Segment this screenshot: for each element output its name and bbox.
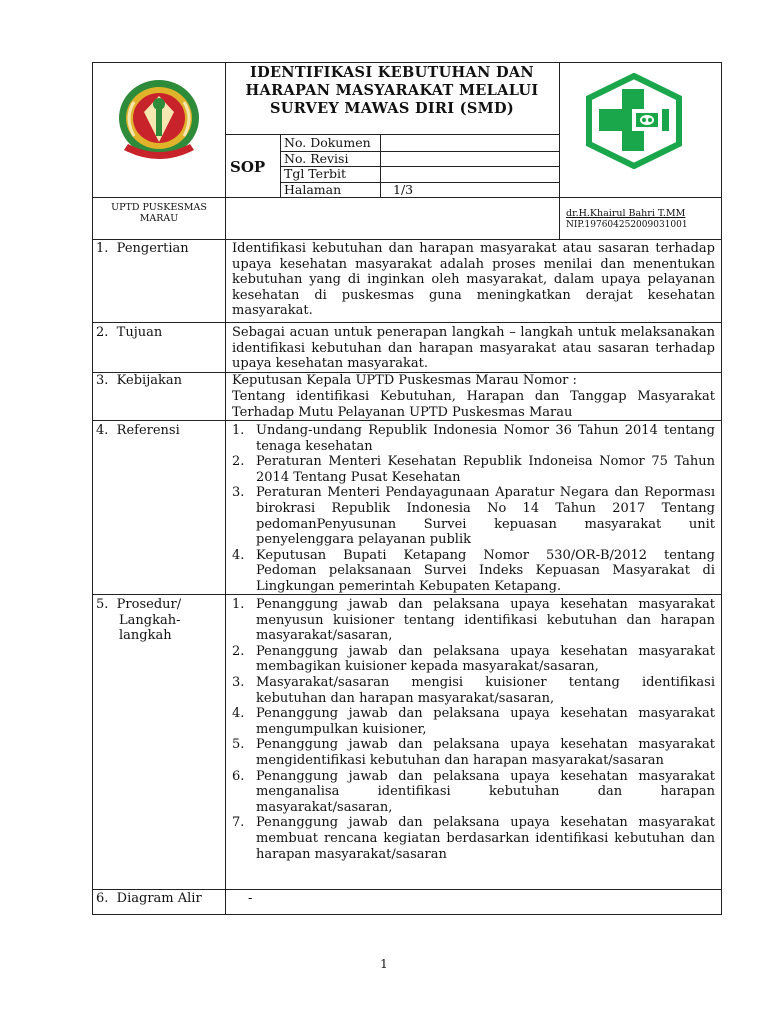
signer-nip: NIP.197604252009031001 xyxy=(566,220,688,230)
list-item: 1. Penanggung jawab dan pelaksana upaya kesehatan masyarakat menyusun kuisioner tentang identifikasi kebutuhan dan harapan masyarakat/sasaran, xyxy=(232,597,715,644)
section-text-kebijakan: Tentang identifikasi Kebutuhan, Harapan dan Tanggap Masyarakat Terhadap Mutu Pelayanan UPTD Puskesmas Marau xyxy=(232,389,715,420)
list-item: 5. Penanggung jawab dan pelaksana upaya kesehatan masyarakat mengidentifikasi kebutuhan dan harapan masyarakat/sasaran xyxy=(232,737,715,768)
document-title: IDENTIFIKASI KEBUTUHAN DAN HARAPAN MASYARAKAT MELALUI SURVEY MAWAS DIRI (SMD) xyxy=(245,64,539,117)
list-item: 3. Peraturan Menteri Pendayagunaan Aparatur Negara dan Reporması birokrasi Republik Indonesia No 14 Tahun 2017 Tentang pedomanPenyusunan Survei kepuasan masyarakat unit penyelenggara pelayanan publik xyxy=(232,485,715,548)
header-divider xyxy=(225,62,226,240)
revision-label: No. Revisi xyxy=(284,151,349,166)
page-number: 1 xyxy=(380,957,388,971)
section-label-line: 5. Prosedur/ xyxy=(96,597,182,612)
section-label-pengertian: 1. Pengertian xyxy=(96,241,189,256)
sop-label: SOP xyxy=(230,158,266,176)
list-item: 2. Penanggung jawab dan pelaksana upaya kesehatan masyarakat membagikan kuisioner kepada masyarakat/sasaran, xyxy=(232,643,715,675)
emblem-caption: KABUPATEN KETAPANG xyxy=(130,162,188,168)
referensi-list xyxy=(228,423,715,595)
header-divider xyxy=(559,62,560,240)
list-item: 4. Penanggung jawab dan pelaksana upaya kesehatan masyarakat mengumpulkan kuisioner, xyxy=(232,706,715,737)
list-item: 7. Penanggung jawab dan pelaksana upaya kesehatan masyarakat membuat rencana kegiatan berdasarkan identifikasi kebutuhan dan harapan masyarakat/sasaran xyxy=(232,815,715,862)
doc-number-label: No. Dokumen xyxy=(284,135,371,150)
kabupaten-ketapang-emblem-icon xyxy=(116,72,202,172)
section-label-line: Langkah- xyxy=(119,612,181,628)
section-text-pengertian: Identifikasi kebutuhan dan harapan masyarakat atau sasaran terhadap upaya kesehatan masyarakat adalah proses menilai dan menentukan kebutuhan yang di inginkan oleh masyarakat, dalam upaya pelayanan kesehatan di puskesmas guna meningkatkan derajat kesehatan masyarakat. xyxy=(232,241,715,319)
section-label-referensi: 4. Referensi xyxy=(96,423,180,438)
list-item: 1. Undang-undang Republik Indonesia Nomor 36 Tahun 2014 tentang tenaga kesehatan xyxy=(232,423,715,454)
header-divider xyxy=(92,197,722,198)
unit-name: UPTD PUSKESMAS MARAU xyxy=(111,202,207,224)
section-label-diagram: 6. Diagram Alir xyxy=(96,891,202,906)
section-text-tujuan: Sebagai acuan untuk penerapan langkah – langkah untuk melaksanakan identifikasi kebutuhan dan harapan masyarakat atau sasaran terhadap upaya kesehatan masyarakat. xyxy=(232,325,715,372)
puskesmas-logo-icon xyxy=(582,73,686,169)
section-line-kebijakan: Keputusan Kepala UPTD Puskesmas Marau Nomor : xyxy=(232,373,577,388)
list-item: 6. Penanggung jawab dan pelaksana upaya kesehatan masyarakat menganalisa identifikasi kebutuhan dan harapan masyarakat/sasaran, xyxy=(232,768,715,815)
row-divider xyxy=(92,322,722,323)
list-item: 2. Peraturan Menteri Kesehatan Republik Indoneisa Nomor 75 Tahun 2014 Tentang Pusat Kesehatan xyxy=(232,454,715,485)
section-label-tujuan: 2. Tujuan xyxy=(96,325,163,340)
section-label-line: langkah xyxy=(119,628,172,644)
section-label-kebijakan: 3. Kebijakan xyxy=(96,373,182,388)
signer-name: dr.H.Khairul Bahri T.MM xyxy=(566,208,686,219)
content-col-divider xyxy=(225,239,226,915)
list-item: 3. Masyarakat/sasaran mengisi kuisioner tentang identifikasi kebutuhan dan harapan masyarakat/sasaran, xyxy=(232,674,715,706)
section-label-prosedur xyxy=(96,597,224,644)
prosedur-list xyxy=(228,597,715,862)
section-text-diagram: - xyxy=(248,891,253,906)
row-divider xyxy=(92,889,722,890)
issue-date-label: Tgl Terbit xyxy=(284,166,347,181)
page-value: 1/3 xyxy=(393,182,414,197)
page-label: Halaman xyxy=(284,182,342,197)
list-item: 4. Keputusan Bupati Ketapang Nomor 530/OR-B/2012 tentang Pedoman pelaksanaan Survei Indeks Kepuasan Masyarakat di Lingkungan pemerintah Kebupaten Ketapang. xyxy=(232,547,715,594)
